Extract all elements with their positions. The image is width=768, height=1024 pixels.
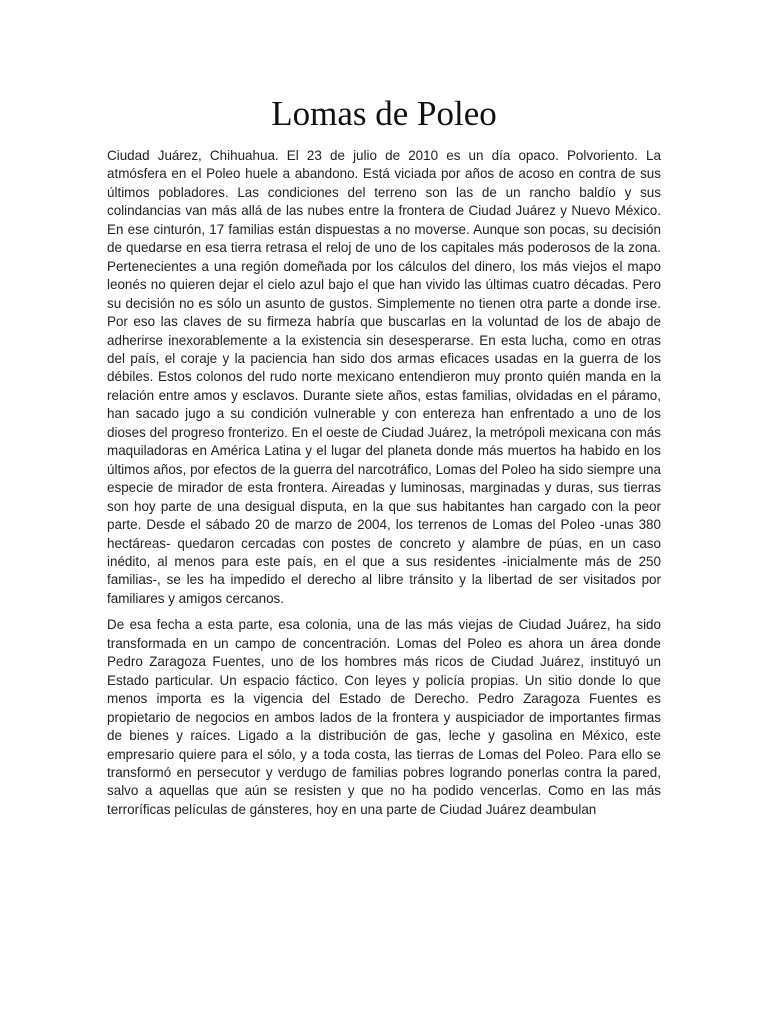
- paragraph-1: Ciudad Juárez, Chihuahua. El 23 de julio de 2010 es un día opaco. Polvoriento. La atmósfera en el Poleo huele a abandono. Está viciada por años de acoso en contra de sus últimos pobladores. Las condiciones del terreno son las de un rancho baldío y sus colindancias van más allá de las nubes entre la frontera de Ciudad Juárez y Nuevo México. En ese cinturón, 17 familias están dispuestas a no moverse. Aunque son pocas, su decisión de quedarse en esa tierra retrasa el reloj de uno de los capitales más poderosos de la zona. Pertenecientes a una región domeñada por los cálculos del dinero, los más viejos el mapo leonés no quieren dejar el cielo azul bajo el que han vivido las últimas cuatro décadas. Pero su decisión no es sólo un asunto de gustos. Simplemente no tienen otra parte a donde irse. Por eso las claves de su firmeza habría que buscarlas en la voluntad de los de abajo de adherirse inexorablemente a la existencia sin desesperarse. En esta lucha, como en otras del país, el coraje y la paciencia han sido dos armas eficaces usadas en la guerra de los débiles. Estos colonos del rudo norte mexicano entendieron muy pronto quién manda en la relación entre amos y esclavos. Durante siete años, estas familias, olvidadas en el páramo, han sacado jugo a su condición vulnerable y con entereza han enfrentado a uno de los dioses del progreso fronterizo. En el oeste de Ciudad Juárez, la metrópoli mexicana con más maquiladoras en América Latina y el lugar del planeta donde más muertos ha habido en los últimos años, por efectos de la guerra del narcotráfico, Lomas del Poleo ha sido siempre una especie de mirador de esta frontera. Aireadas y luminosas, marginadas y duras, sus tierras son hoy parte de una desigual disputa, en la que sus habitantes han cargado con la peor parte. Desde el sábado 20 de marzo de 2004, los terrenos de Lomas del Poleo -unas 380 hectáreas- quedaron cercadas con postes de concreto y alambre de púas, en un caso inédito, al menos para este país, en el que a sus residentes -inicialmente más de 250 familias-, se les ha impedido el derecho al libre tránsito y la libertad de ser visitados por familiares y amigos cercanos.: [107, 148, 661, 606]
- paragraph-2: De esa fecha a esta parte, esa colonia, una de las más viejas de Ciudad Juárez, ha sido transformada en un campo de concentración. Lomas del Poleo es ahora un área donde Pedro Zaragoza Fuentes, uno de los hombres más ricos de Ciudad Juárez, instituyó un Estado particular. Un espacio fáctico. Con leyes y policía propias. Un sitio donde lo que menos importa es la vigencia del Estado de Derecho. Pedro Zaragoza Fuentes es propietario de negocios en ambos lados de la frontera y auspiciador de importantes firmas de bienes y raíces. Ligado a la distribución de gas, leche y gasolina en México, este empresario quiere para el sólo, y a toda costa, las tierras de Lomas del Poleo. Para ello se transformó en persecutor y verdugo de familias pobres logrando ponerlas contra la pared, salvo a aquellas que aún se resisten y que no ha podido vencerlas. Como en las más terroríficas películas de gánsteres, hoy en una parte de Ciudad Juárez deambulan: [107, 617, 661, 817]
- document-title: Lomas de Poleo: [271, 94, 497, 133]
- document-body: [107, 147, 661, 819]
